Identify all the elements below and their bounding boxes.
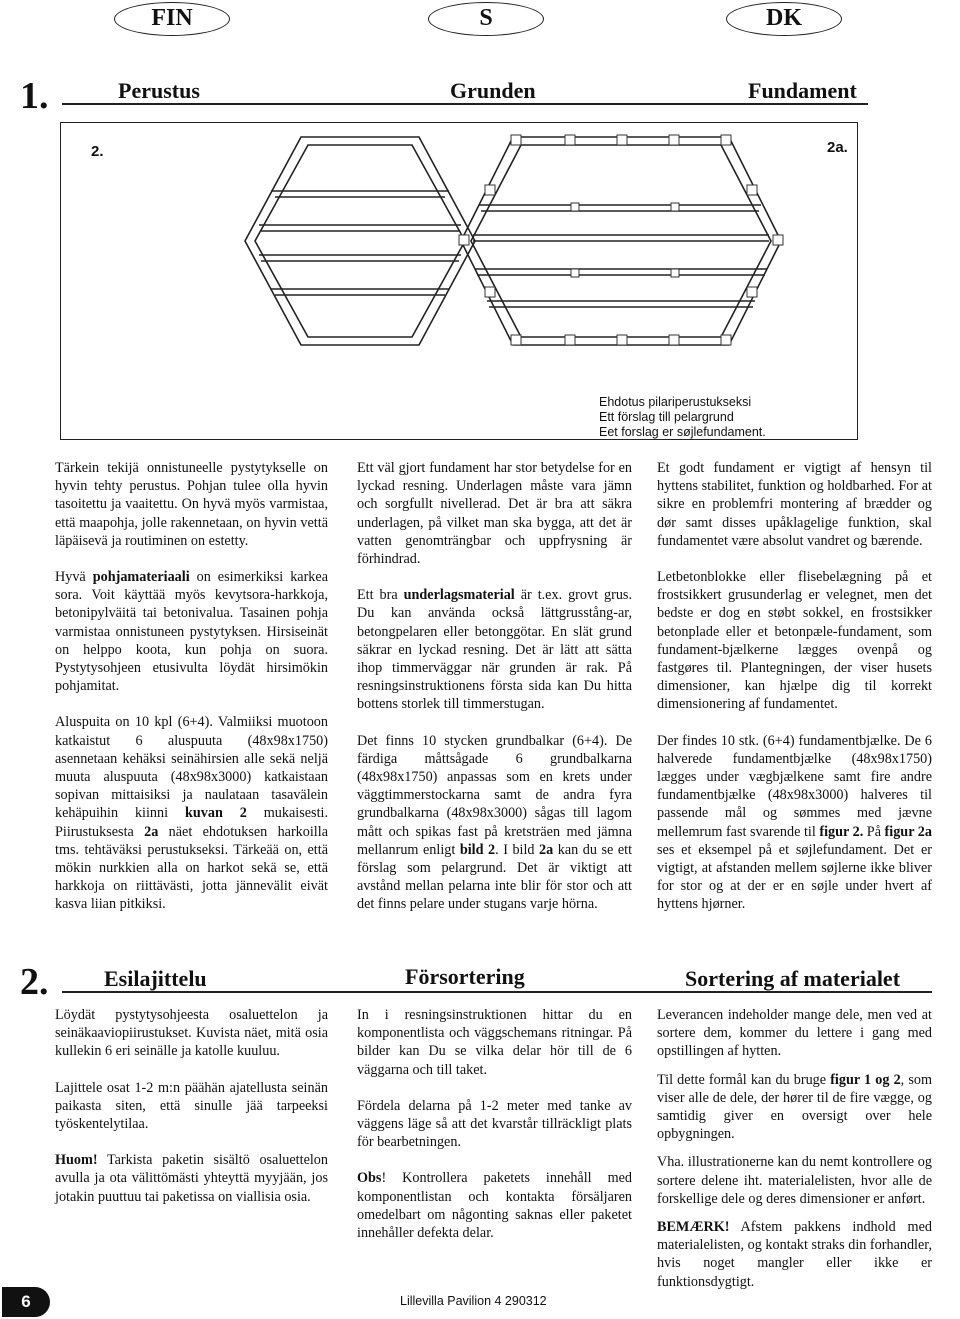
paragraph: Huom! Tarkista paketin sisältö osaluettelon avulla ja ota välittömästi yhteyttä myyjään, jos jotakin puuttuu tai paketissa on viallisia osia. [55,1152,328,1205]
foundation-hexagon-drawing [61,123,857,439]
hexagon-pillar-plan [461,137,781,345]
paragraph: Det finns 10 stycken grundbalkar (6+4). De färdiga måttsågade 6 grundbalkarna (48x98x1750) anpassas som en krets under väggtimmerstockarna samt de andra fyra grundbalkarna (48x98x3000) sågas till lagom mått och spikas fast på kretsträen med jämna mellanrum enligt bild 2. I bild 2a kan du se ett förslag som pelargrund. Det är viktigt att avstånd mellan pelarna inte blir för stor och att det finns pelare under stugans varje hörna. [357,732,633,913]
paragraph: In i resningsinstruktionen hittar du en komponentlista och väggschemans ritningar. På bilder kan Du se vilka delar hör till de 6 väggarna och till taket. [357,1007,632,1078]
section-2-heading-dk: Sortering af materialet [685,966,901,991]
paragraph: Lajittele osat 1-2 m:n päähän ajatellusta seinän paikasta siten, että sinulle jää tarpeeksi työskentelytilaa. [55,1079,328,1133]
section-1-column-fin [55,459,328,932]
paragraph: Letbetonblokke eller flisebelægning på et frostsikkert grusunderlag er velegnet, men det bedste er dog en støbt sokkel, en frostsikker betonplade eller et betonpæle-fundament, som fundament-bjælkerne lægges ovenpå og fastgøres til. Plantegningen, der viser husets dimensioner, kan hjælpe dig til korrekt dimensionering af fundamentet. [657,569,932,713]
section-1-heading-fin: Perustus [118,78,200,103]
section-2-heading-s: Försortering [405,964,525,989]
paragraph: Vha. illustrationerne kan du nemt kontrollere og sortere delene iht. materialelisten, hvor alle de forskellige dele og deres dimensioner er anført. [657,1154,932,1207]
paragraph: Löydät pystytysohjeesta osaluettelon ja seinäkaaviopiirustukset. Kuvista näet, mitä osia kullekin 6 eri seinälle ja katolle kuuluu. [55,1007,328,1060]
section-1-number: 1. [20,75,49,117]
foundation-figure [60,122,858,440]
hexagon-frame-plan [245,137,475,345]
section-2-heading-fin: Esilajittelu [104,966,207,991]
paragraph: Ett väl gjort fundament har stor betydelse for en lyckad resning. Underlagen måste vara jämn och sorgfullt nivellerad. Det är bra att säkra underlagen, på vilket man ska bygga, att det är vatten genomträngbar och uppfrysning är förhindrad. [357,460,632,568]
paragraph: Leverancen indeholder mange dele, men ved at sortere dem, kommer du lettere i gang med opstillingen af hytten. [657,1007,932,1060]
figure-label-2: 2. [91,143,104,160]
paragraph: Obs! Kontrollera paketets innehåll med komponentlistan och kontakta försäljaren omedelbart om någonting saknas eller paketet innehåller defekta delar. [357,1170,632,1242]
section-1-heading-s: Grunden [450,78,536,103]
section-1-column-s [357,459,632,932]
section-1-heading-dk: Fundament [748,78,857,103]
lang-badge-dk: DK [726,2,842,36]
section-2-column-fin [55,1006,328,1224]
section-1-column-dk [657,459,932,932]
lang-badge-s: S [428,2,544,36]
figure-label-2a: 2a. [827,139,848,156]
lang-badge-fin: FIN [114,2,230,36]
figure-caption-dk: Eet forslag er søjlefundament. [599,425,766,439]
paragraph: Til dette formål kan du bruge figur 1 og 2, som viser alle de dele, der hører til de fire vægge, og samtidig giver en oversigt over hele opbygningen. [657,1071,932,1143]
footer-product-code: Lillevilla Pavilion 4 290312 [400,1294,547,1308]
figure-caption [599,395,766,440]
paragraph: BEMÆRK! Afstem pakkens indhold med materialelisten, og kontakt straks din forhandler, hvis noget mangler eller ikke er funktionsdygtigt. [657,1219,932,1290]
section-2-number: 2. [20,961,49,1003]
section-2-column-s [357,1006,632,1260]
paragraph: Et godt fundament er vigtigt af hensyn til hyttens stabilitet, funktion og holdbarhed. For at sikre en problemfri montering af brædder og dør samt disses upåklagelige funktion, skal fundamentet være absolut vandret og bærende. [657,460,932,549]
paragraph: Tärkein tekijä onnistuneelle pystytykselle on hyvin tehty perustus. Pohjan tulee olla hyvin tasoitettu ja vaaitettu. On hyvä myös varmistaa, että maapohja, jolle rakennetaan, on hyvin vettä läpäisevä ja routiminen on estetty. [55,460,328,549]
figure-caption-s: Ett förslag till pelargrund [599,410,734,424]
paragraph: Aluspuita on 10 kpl (6+4). Valmiiksi muotoon katkaistut 6 aluspuuta (48x98x1750) asennetaan kehäksi seinähirsien alle sekä neljä muuta aluspuuta (48x98x3000) katkaistaan sopivan mittaisiksi ja naulataan tasavälein kehäpuihin kiinni kuvan 2 mukaisesti. Piirustuksesta 2a näet ehdotuksen harkoilla tms. tehtäväksi perustukseksi. Tärkeää on, että mökin nurkkien alla on harkot sekä se, että harkkoja on riittävästi, jotta jännevälit eivät kasva liian pitkiksi. [55,714,329,913]
page-number: 6 [2,1287,50,1317]
paragraph: Der findes 10 stk. (6+4) fundamentbjælke. De 6 halverede fundamentbjælke (48x98x1750) lægges under vægbjælkene samt fire andre fundamentbjælke (48x98x3000) halveres til passende mål og sømmes med jævne mellemrum fast svarende til figur 2. På figur 2a ses et eksempel på et søjlefundament. Det er vigtigt, at afstanden mellem søjlerne ikke bliver for stor og at der er en søjle under hvert af hyttens hjørner. [657,732,932,913]
section-2-column-dk [657,1006,932,1301]
paragraph: Fördela delarna på 1-2 meter med tanke av väggens läge så att det kvarstår tillräckligt plats för bearbetningen. [357,1097,632,1151]
paragraph: Ett bra underlagsmaterial är t.ex. grovt grus. Du kan använda också lättgrusstång-ar, betongpelaren eller betonggötar. En slät grund säkrar en lyckad resning. Det är lätt att sätta ihop timmerväggar när grunden är rak. På resningsinstruktionens första sida kan Du hitta bottens storlek till timmerstugan. [357,587,632,713]
figure-caption-fin: Ehdotus pilariperustukseksi [599,395,752,409]
foundation-pillars [459,135,783,345]
paragraph: Hyvä pohjamateriaali on esimerkiksi karkea sora. Voit käyttää myös kevytsora-harkkoja, betonipylväitä tai betonivalua. Tasainen pohja varmistaa onnistuneen pystytyksen. Hirsiseinät on helppo koota, kun pohja on suora. Pystytysohjeen etusivulta löydät hirsimökin pohjamitat. [55,569,328,695]
